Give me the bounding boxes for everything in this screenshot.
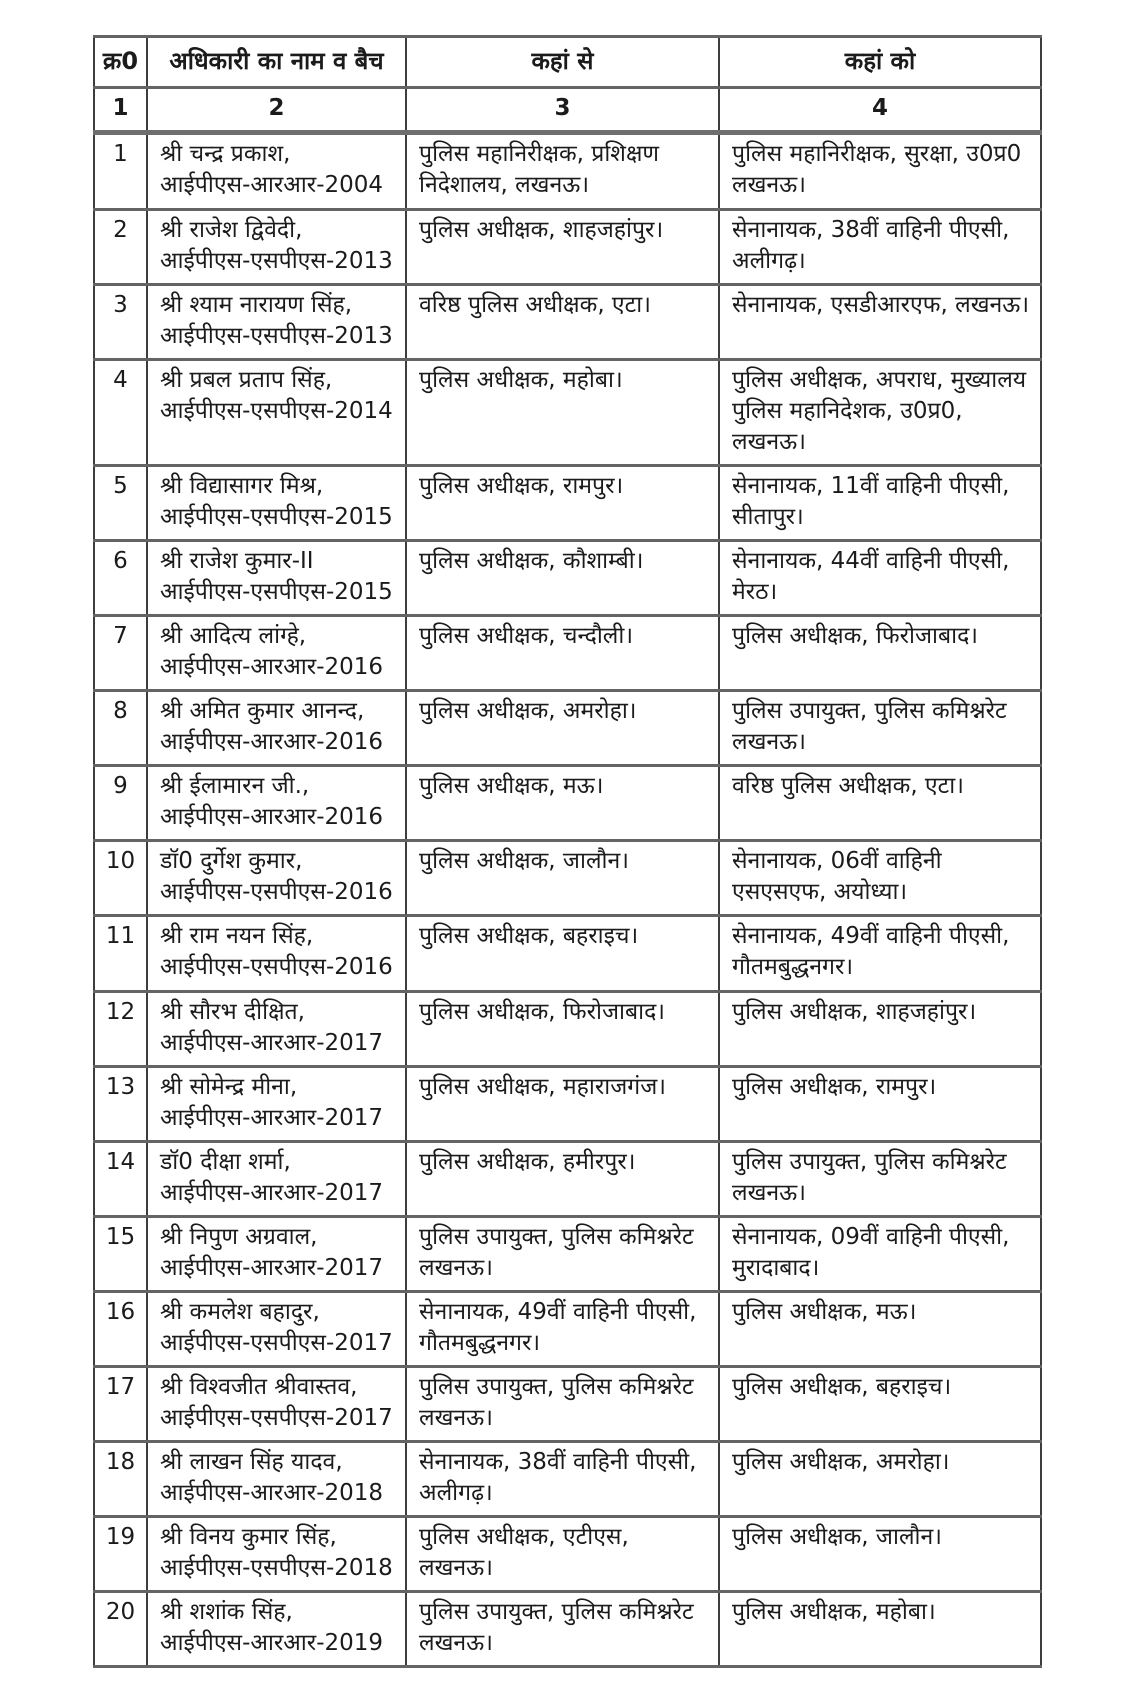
table-row <box>94 133 1041 209</box>
cell-name-batch <box>147 1291 406 1366</box>
cell-from-posting: पुलिस अधीक्षक, फिरोजाबाद। <box>406 991 719 1066</box>
officer-batch: आईपीएस-आरआर-2016 <box>160 804 384 831</box>
table-row <box>94 691 1041 766</box>
cell-name-batch <box>147 1141 406 1216</box>
col-header-from: कहां से <box>406 37 719 88</box>
cell-name-batch <box>147 841 406 916</box>
cell-name-batch <box>147 133 406 209</box>
officer-name: श्री विश्वजीत श्रीवास्तव, <box>160 1373 358 1400</box>
cell-serial-number: 6 <box>94 540 147 615</box>
officer-name: डॉ0 दीक्षा शर्मा, <box>160 1148 291 1175</box>
cell-from-posting: सेनानायक, 38वीं वाहिनी पीएसी, अलीगढ़। <box>406 1442 719 1517</box>
header-row <box>94 37 1041 88</box>
cell-serial-number: 10 <box>94 841 147 916</box>
cell-from-posting: पुलिस उपायुक्त, पुलिस कमिश्नरेट लखनऊ। <box>406 1216 719 1291</box>
cell-name-batch <box>147 1592 406 1667</box>
cell-name-batch <box>147 691 406 766</box>
officer-name: डॉ0 दुर्गेश कुमार, <box>160 848 303 875</box>
cell-from-posting: पुलिस अधीक्षक, हमीरपुर। <box>406 1141 719 1216</box>
officer-name: श्री अमित कुमार आनन्द, <box>160 698 365 725</box>
officer-batch: आईपीएस-आरआर-2016 <box>160 729 384 756</box>
cell-serial-number: 20 <box>94 1592 147 1667</box>
officer-batch: आईपीएस-आरआर-2018 <box>160 1480 384 1507</box>
cell-from-posting: पुलिस अधीक्षक, शाहजहांपुर। <box>406 209 719 284</box>
officer-name: श्री विनय कुमार सिंह, <box>160 1524 337 1551</box>
cell-to-posting: सेनानायक, 06वीं वाहिनी एसएसएफ, अयोध्या। <box>719 841 1041 916</box>
cell-serial-number: 5 <box>94 465 147 540</box>
officer-batch: आईपीएस-आरआर-2017 <box>160 1254 384 1281</box>
cell-name-batch <box>147 1517 406 1592</box>
officer-name: श्री आदित्य लांग्हे, <box>160 623 307 650</box>
table-row <box>94 465 1041 540</box>
cell-serial-number: 11 <box>94 916 147 991</box>
officer-name: श्री चन्द्र प्रकाश, <box>160 141 291 168</box>
table-row <box>94 616 1041 691</box>
officer-batch: आईपीएस-आरआर-2017 <box>160 1029 384 1056</box>
table-body <box>94 133 1041 1667</box>
cell-to-posting: सेनानायक, 09वीं वाहिनी पीएसी, मुरादाबाद। <box>719 1216 1041 1291</box>
cell-serial-number: 4 <box>94 359 147 465</box>
cell-name-batch <box>147 616 406 691</box>
officer-batch: आईपीएस-एसपीएस-2015 <box>160 579 393 605</box>
officer-name: श्री निपुण अग्रवाल, <box>160 1223 318 1250</box>
cell-from-posting: पुलिस अधीक्षक, महाराजगंज। <box>406 1066 719 1141</box>
table-head <box>94 37 1041 133</box>
cell-from-posting: वरिष्ठ पुलिस अधीक्षक, एटा। <box>406 284 719 359</box>
cell-serial-number: 7 <box>94 616 147 691</box>
cell-to-posting: सेनानायक, एसडीआरएफ, लखनऊ। <box>719 284 1041 359</box>
officer-name: श्री राम नयन सिंह, <box>160 923 314 950</box>
cell-name-batch <box>147 1366 406 1441</box>
cell-from-posting: पुलिस अधीक्षक, चन्दौली। <box>406 616 719 691</box>
column-number-row <box>94 88 1041 133</box>
table-row <box>94 1216 1041 1291</box>
cell-serial-number: 15 <box>94 1216 147 1291</box>
cell-serial-number: 2 <box>94 209 147 284</box>
col-header-to: कहां को <box>719 37 1041 88</box>
officer-name: श्री लाखन सिंह यादव, <box>160 1449 343 1476</box>
col-header-serial: क्र0 <box>94 37 147 88</box>
cell-to-posting: पुलिस अधीक्षक, शाहजहांपुर। <box>719 991 1041 1066</box>
officer-name: श्री ईलामारन जी., <box>160 773 310 800</box>
officer-batch: आईपीएस-एसपीएस-2017 <box>160 1405 393 1432</box>
cell-from-posting: पुलिस महानिरीक्षक, प्रशिक्षण निदेशालय, लखनऊ। <box>406 133 719 209</box>
cell-to-posting: वरिष्ठ पुलिस अधीक्षक, एटा। <box>719 766 1041 841</box>
cell-name-batch <box>147 1442 406 1517</box>
table-row <box>94 766 1041 841</box>
cell-to-posting: पुलिस अधीक्षक, रामपुर। <box>719 1066 1041 1141</box>
table-row <box>94 284 1041 359</box>
table-row <box>94 991 1041 1066</box>
cell-serial-number: 14 <box>94 1141 147 1216</box>
officer-batch: आईपीएस-एसपीएस-2017 <box>160 1329 393 1356</box>
cell-name-batch <box>147 916 406 991</box>
transfer-table <box>93 35 1042 1668</box>
cell-serial-number: 13 <box>94 1066 147 1141</box>
cell-to-posting: पुलिस अधीक्षक, अमरोहा। <box>719 1442 1041 1517</box>
column-number-1: 1 <box>94 88 147 133</box>
officer-batch: आईपीएस-आरआर-2017 <box>160 1179 384 1206</box>
cell-serial-number: 17 <box>94 1366 147 1441</box>
officer-name: श्री राजेश द्विवेदी, <box>160 216 303 243</box>
officer-batch: आईपीएस-आरआर-2004 <box>160 172 384 199</box>
table-row <box>94 1291 1041 1366</box>
cell-to-posting: पुलिस अधीक्षक, अपराध, मुख्यालय पुलिस महानिदेशक, उ0प्र0, लखनऊ। <box>719 359 1041 465</box>
cell-from-posting: पुलिस अधीक्षक, महोबा। <box>406 359 719 465</box>
officer-name: श्री श्याम नारायण सिंह, <box>160 291 353 318</box>
cell-to-posting: पुलिस अधीक्षक, महोबा। <box>719 1592 1041 1667</box>
cell-serial-number: 19 <box>94 1517 147 1592</box>
officer-batch: आईपीएस-एसपीएस-2016 <box>160 954 393 981</box>
cell-from-posting: पुलिस उपायुक्त, पुलिस कमिश्नरेट लखनऊ। <box>406 1366 719 1441</box>
cell-from-posting: पुलिस अधीक्षक, अमरोहा। <box>406 691 719 766</box>
officer-batch: आईपीएस-आरआर-2017 <box>160 1104 384 1131</box>
cell-name-batch <box>147 465 406 540</box>
officer-batch: आईपीएस-आरआर-2016 <box>160 654 384 681</box>
cell-serial-number: 9 <box>94 766 147 841</box>
table-row <box>94 540 1041 615</box>
table-row <box>94 1517 1041 1592</box>
officer-name: श्री विद्यासागर मिश्र, <box>160 472 324 499</box>
officer-name: श्री राजेश कुमार-II <box>160 547 314 574</box>
table-row <box>94 1366 1041 1441</box>
col-header-name-batch: अधिकारी का नाम व बैच <box>147 37 406 88</box>
officer-batch: आईपीएस-एसपीएस-2014 <box>160 397 393 424</box>
table-row <box>94 1066 1041 1141</box>
cell-from-posting: सेनानायक, 49वीं वाहिनी पीएसी, गौतमबुद्धनगर। <box>406 1291 719 1366</box>
cell-from-posting: पुलिस अधीक्षक, कौशाम्बी। <box>406 540 719 615</box>
table-row <box>94 1141 1041 1216</box>
cell-serial-number: 16 <box>94 1291 147 1366</box>
cell-to-posting: पुलिस अधीक्षक, मऊ। <box>719 1291 1041 1366</box>
cell-to-posting: सेनानायक, 11वीं वाहिनी पीएसी, सीतापुर। <box>719 465 1041 540</box>
table-row <box>94 1592 1041 1667</box>
cell-name-batch <box>147 766 406 841</box>
officer-batch: आईपीएस-आरआर-2019 <box>160 1630 384 1657</box>
column-number-4: 4 <box>719 88 1041 133</box>
officer-name: श्री सोमेन्द्र मीना, <box>160 1073 298 1100</box>
cell-from-posting: पुलिस अधीक्षक, मऊ। <box>406 766 719 841</box>
cell-to-posting: पुलिस महानिरीक्षक, सुरक्षा, उ0प्र0 लखनऊ। <box>719 133 1041 209</box>
cell-from-posting: पुलिस अधीक्षक, बहराइच। <box>406 916 719 991</box>
cell-serial-number: 3 <box>94 284 147 359</box>
cell-name-batch <box>147 209 406 284</box>
cell-from-posting: पुलिस अधीक्षक, जालौन। <box>406 841 719 916</box>
cell-to-posting: पुलिस अधीक्षक, जालौन। <box>719 1517 1041 1592</box>
officer-batch: आईपीएस-एसपीएस-2013 <box>160 322 393 349</box>
officer-name: श्री प्रबल प्रताप सिंह, <box>160 366 333 393</box>
column-number-3: 3 <box>406 88 719 133</box>
cell-name-batch <box>147 540 406 615</box>
cell-name-batch <box>147 1216 406 1291</box>
cell-to-posting: पुलिस अधीक्षक, फिरोजाबाद। <box>719 616 1041 691</box>
officer-batch: आईपीएस-एसपीएस-2016 <box>160 879 393 906</box>
cell-to-posting: सेनानायक, 49वीं वाहिनी पीएसी, गौतमबुद्धनगर। <box>719 916 1041 991</box>
officer-batch: आईपीएस-एसपीएस-2018 <box>160 1555 393 1582</box>
cell-from-posting: पुलिस उपायुक्त, पुलिस कमिश्नरेट लखनऊ। <box>406 1592 719 1667</box>
table-row <box>94 841 1041 916</box>
cell-serial-number: 12 <box>94 991 147 1066</box>
cell-to-posting: सेनानायक, 38वीं वाहिनी पीएसी, अलीगढ़। <box>719 209 1041 284</box>
table-row <box>94 1442 1041 1517</box>
officer-batch: आईपीएस-एसपीएस-2013 <box>160 247 393 274</box>
cell-serial-number: 1 <box>94 133 147 209</box>
cell-serial-number: 18 <box>94 1442 147 1517</box>
cell-name-batch <box>147 359 406 465</box>
cell-serial-number: 8 <box>94 691 147 766</box>
cell-to-posting: पुलिस उपायुक्त, पुलिस कमिश्नरेट लखनऊ। <box>719 1141 1041 1216</box>
officer-name: श्री कमलेश बहादुर, <box>160 1298 320 1325</box>
cell-to-posting: सेनानायक, 44वीं वाहिनी पीएसी, मेरठ। <box>719 540 1041 615</box>
cell-name-batch <box>147 1066 406 1141</box>
table-row <box>94 916 1041 991</box>
cell-to-posting: पुलिस उपायुक्त, पुलिस कमिश्नरेट लखनऊ। <box>719 691 1041 766</box>
cell-from-posting: पुलिस अधीक्षक, रामपुर। <box>406 465 719 540</box>
cell-name-batch <box>147 991 406 1066</box>
table-row <box>94 209 1041 284</box>
table-row <box>94 359 1041 465</box>
cell-name-batch <box>147 284 406 359</box>
officer-batch: आईपीएस-एसपीएस-2015 <box>160 503 393 530</box>
officer-name: श्री सौरभ दीक्षित, <box>160 998 305 1025</box>
column-number-2: 2 <box>147 88 406 133</box>
cell-to-posting: पुलिस अधीक्षक, बहराइच। <box>719 1366 1041 1441</box>
officer-name: श्री शशांक सिंह, <box>160 1599 293 1626</box>
cell-from-posting: पुलिस अधीक्षक, एटीएस, लखनऊ। <box>406 1517 719 1592</box>
